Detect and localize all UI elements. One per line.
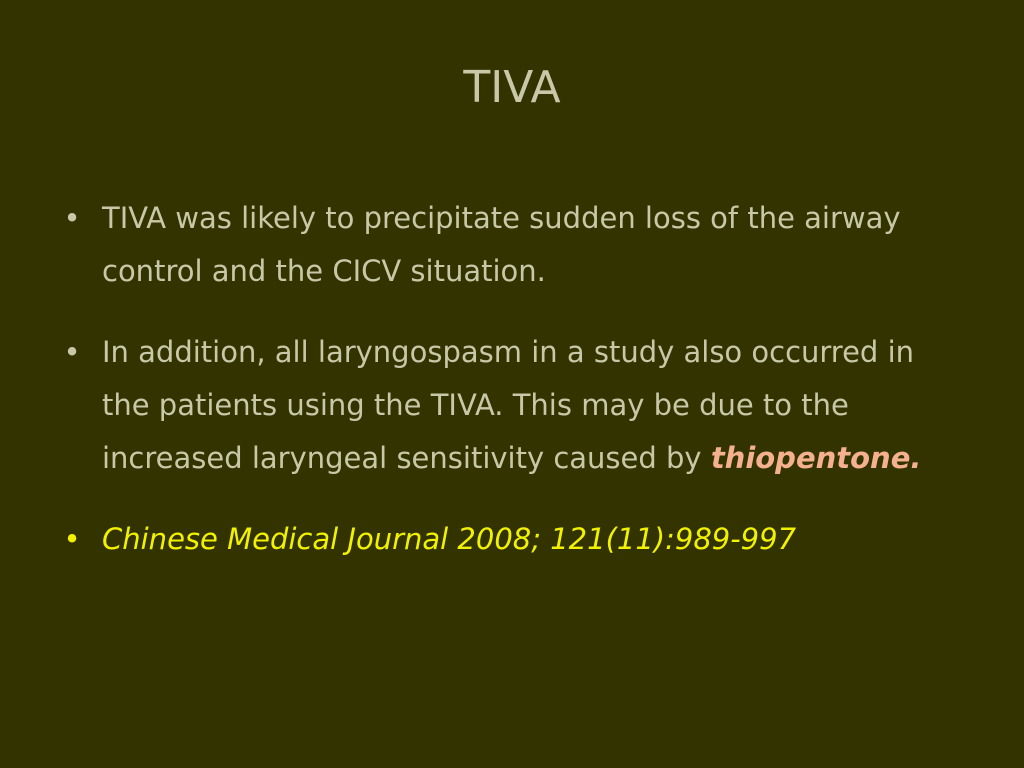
bullet-item <box>62 192 962 298</box>
bullet-point-icon: • <box>63 335 81 369</box>
slide-title: TIVA <box>463 62 561 113</box>
citation-text: Chinese Medical Journal 2008; 121(11):989-997 <box>102 522 797 556</box>
bullet-item <box>62 326 962 485</box>
bullet-text: TIVA was likely to precipitate sudden loss of the airway control and the CICV situation. <box>102 201 901 288</box>
emphasized-drug-name: thiopentone. <box>710 441 922 475</box>
citation-item <box>62 513 962 566</box>
bullet-text: In addition, all laryngospasm in a study also occurred in the patients using the TIVA. This may be due to the increased laryngeal sensitivity caused by <box>102 335 914 475</box>
bullet-list <box>62 192 962 566</box>
bullet-point-icon: • <box>63 201 81 235</box>
bullet-point-icon: • <box>63 522 81 556</box>
